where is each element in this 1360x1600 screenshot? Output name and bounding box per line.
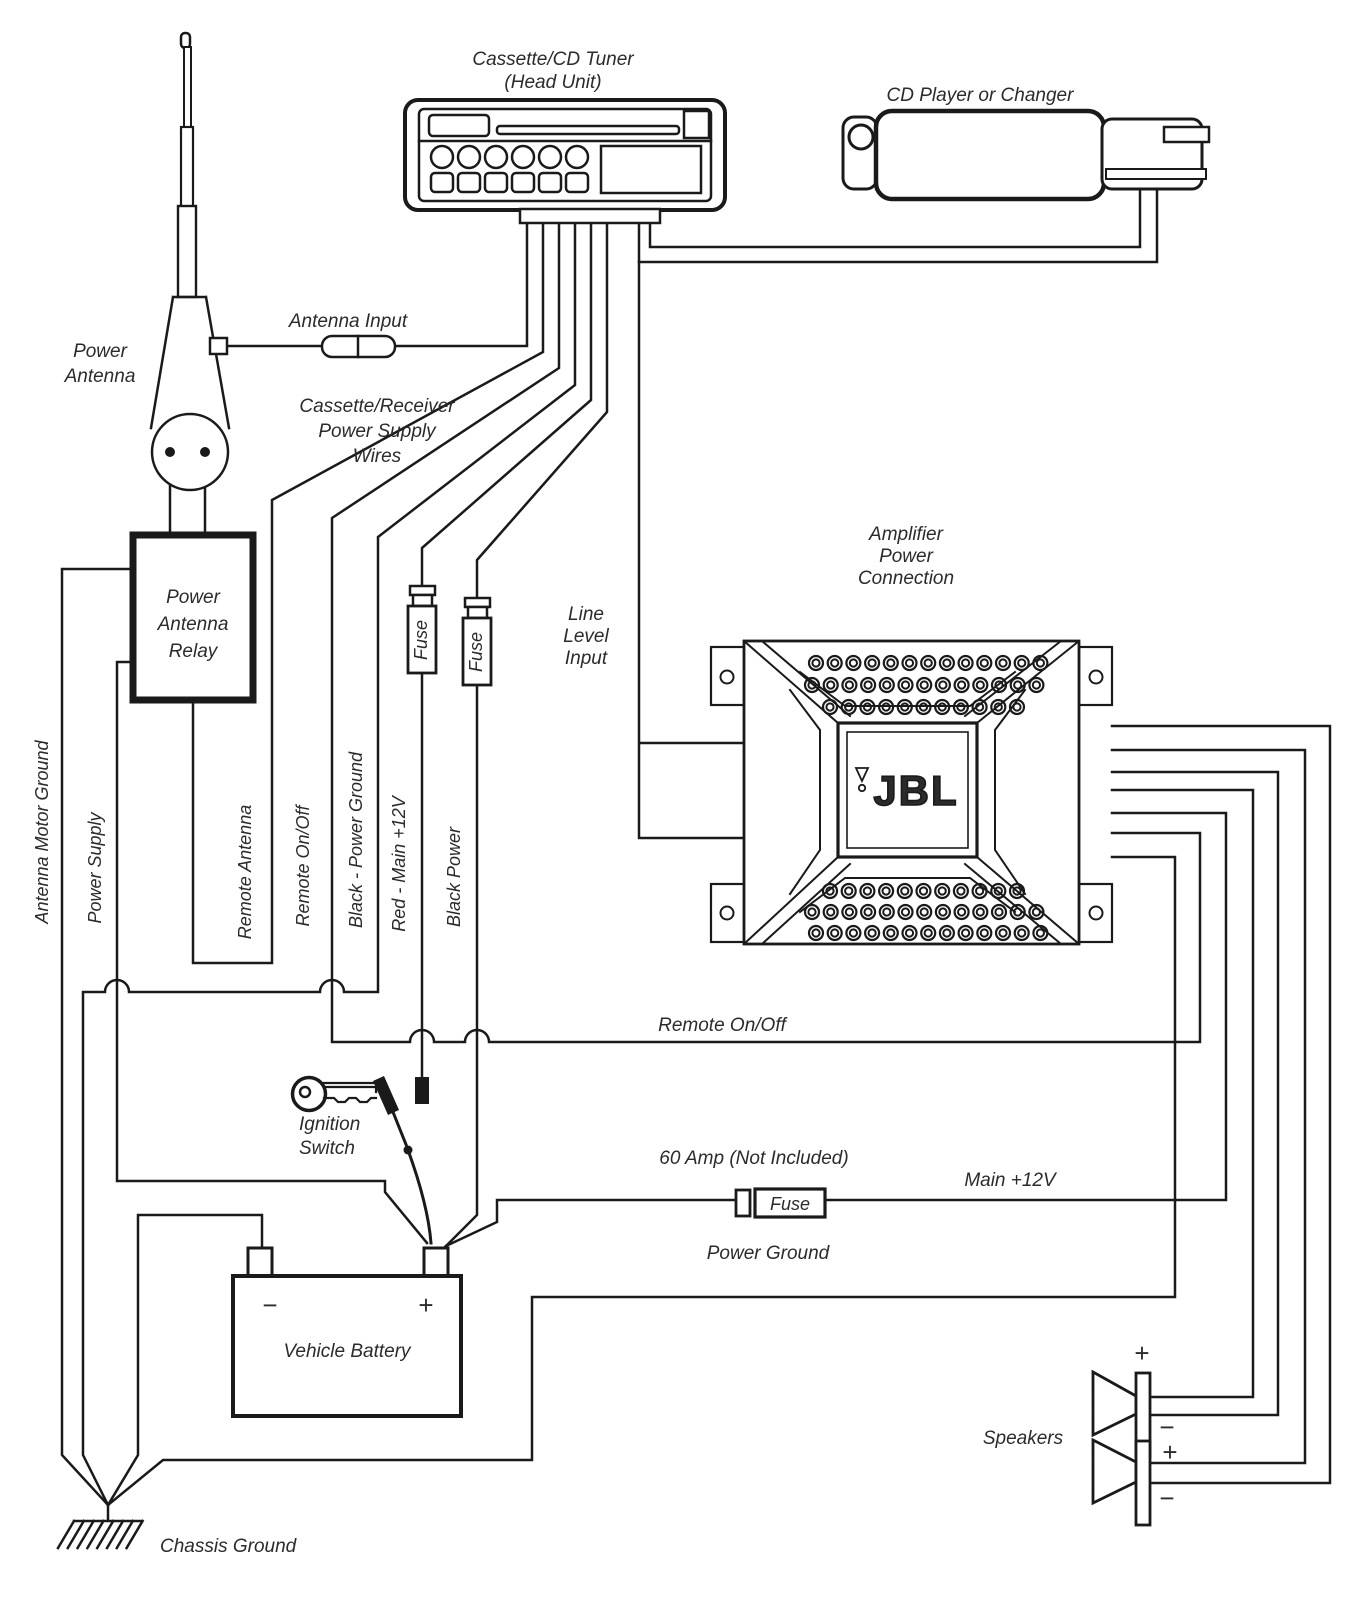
wire-antenna-motor-ground — [62, 569, 133, 1505]
wire-label-black-power: Black Power — [444, 826, 464, 928]
amp-flange-top-right — [1079, 647, 1112, 705]
battery-minus-sign: − — [262, 1290, 278, 1320]
power-antenna — [151, 33, 229, 490]
vehicle-battery — [233, 1248, 461, 1416]
amp-label-line2: Power — [879, 546, 933, 567]
cd-player-button — [849, 125, 873, 149]
antenna-input-label: Antenna Input — [288, 311, 408, 332]
speaker1-plus-sign: + — [1134, 1338, 1150, 1368]
relay-label-line3: Relay — [168, 641, 218, 662]
head-unit-title-line2: (Head Unit) — [504, 72, 602, 93]
wire-label-black-power-ground: Black - Power Ground — [346, 751, 366, 929]
ignition-label-line2: Switch — [299, 1138, 355, 1159]
cd-player-title: CD Player or Changer — [886, 85, 1074, 106]
amp-label-line1: Amplifier — [869, 524, 943, 545]
fuse-60amp-label: 60 Amp (Not Included) — [659, 1148, 849, 1169]
antenna-mast — [184, 47, 191, 129]
power-antenna-label-line1: Power — [73, 341, 127, 362]
head-unit-title-line1: Cassette/CD Tuner — [472, 49, 634, 70]
head-unit-display — [429, 115, 489, 136]
speaker-2 — [1093, 1440, 1150, 1525]
battery-terminal-negative — [248, 1248, 272, 1276]
relay-label-line1: Power — [166, 587, 220, 608]
chassis-ground-symbol — [58, 1505, 143, 1548]
wire-black-power — [445, 223, 607, 1247]
line-level-label-line3: Input — [564, 648, 608, 669]
antenna-input-connector — [322, 336, 395, 357]
cd-player-display — [1164, 127, 1209, 142]
antenna-output-tab — [210, 338, 227, 354]
fuse-inline-1-label: Fuse — [411, 619, 431, 661]
cd-player-slot — [1106, 169, 1206, 179]
head-unit-cd-slot — [497, 126, 679, 134]
vehicle-battery-label: Vehicle Battery — [283, 1341, 411, 1362]
supply-wires-label-line2: Power Supply — [318, 421, 436, 442]
power-antenna-label-line2: Antenna — [64, 366, 136, 387]
line-level-label-line1: Line — [568, 604, 604, 625]
amp-label-line3: Connection — [857, 568, 955, 589]
wire-speaker1-plus — [1112, 790, 1253, 1397]
battery-plus-sign: + — [418, 1290, 434, 1320]
amp-flange-bottom-right — [1079, 884, 1112, 942]
speaker2-plus-sign: + — [1162, 1437, 1178, 1467]
head-unit-panel — [601, 146, 701, 193]
supply-wires-label-line3: Wires — [352, 446, 402, 467]
wire-label-red-main-12v: Red - Main +12V — [389, 796, 409, 932]
wire-label-remote-antenna: Remote Antenna — [235, 804, 255, 940]
wire-speaker2-minus — [1112, 726, 1330, 1483]
chassis-ground-label: Chassis Ground — [160, 1536, 297, 1557]
wire-label-antenna-motor-ground: Antenna Motor Ground — [32, 740, 52, 924]
line-level-label-line2: Level — [563, 626, 609, 647]
remote-onoff-run-label: Remote On/Off — [658, 1015, 786, 1036]
amp-flange-bottom-left — [711, 884, 744, 942]
cd-player — [843, 111, 1209, 199]
wire-label-remote-onoff: Remote On/Off — [293, 805, 313, 927]
ignition-key-icon — [293, 1078, 377, 1111]
head-unit — [405, 100, 725, 223]
amp-flange-top-left — [711, 647, 744, 705]
relay-label-line2: Antenna — [157, 614, 229, 635]
jbl-logo: JBL — [873, 767, 959, 814]
speaker-2-magnet — [1136, 1441, 1150, 1525]
power-ground-label: Power Ground — [706, 1243, 830, 1264]
antenna-base — [152, 414, 228, 490]
wire-line-level — [639, 262, 744, 838]
ignition-label-line1: Ignition — [299, 1114, 361, 1135]
antenna-tip — [181, 33, 190, 48]
speaker1-minus-sign: − — [1159, 1412, 1175, 1442]
supply-wires-label-line1: Cassette/Receiver — [299, 396, 455, 417]
speaker2-minus-sign: − — [1159, 1483, 1175, 1513]
main-12v-label: Main +12V — [964, 1170, 1056, 1191]
head-unit-connector — [520, 209, 660, 223]
speakers-label: Speakers — [982, 1428, 1064, 1449]
fuse-60amp-text: Fuse — [769, 1194, 811, 1214]
main-12v-terminal — [415, 1077, 429, 1104]
head-unit-eject-button — [684, 111, 709, 138]
fuse-inline-2-label: Fuse — [466, 631, 486, 673]
wire-label-power-supply: Power Supply — [85, 812, 105, 924]
antenna-body — [151, 297, 229, 428]
battery-terminal-positive — [424, 1248, 448, 1276]
